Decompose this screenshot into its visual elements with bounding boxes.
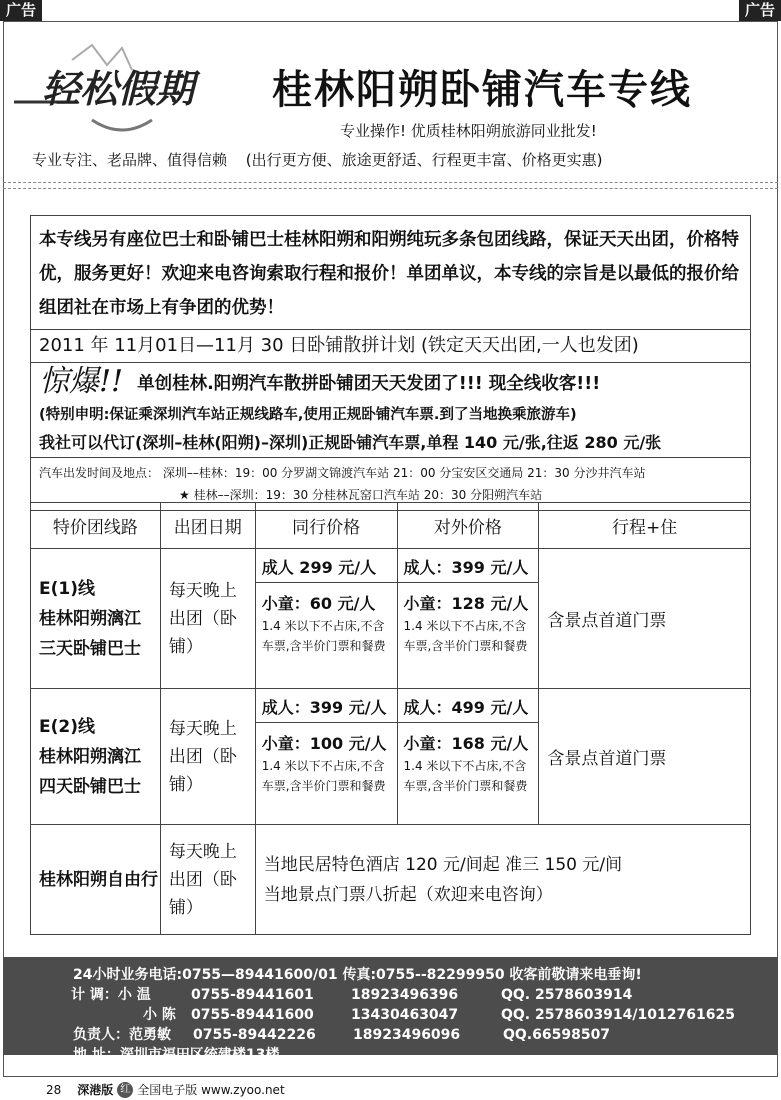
adult-price: 成人：399 元/人: [256, 689, 397, 723]
contact-name: 计 调：小 温: [71, 987, 151, 1003]
header-cell: 出团日期: [160, 503, 255, 549]
logo-graphic: [12, 40, 232, 140]
peer-price-cell: [255, 549, 397, 689]
divider: [3, 182, 778, 183]
contact-row: [73, 1025, 778, 1045]
page-title: 桂林阳朔卧铺汽车专线: [272, 67, 692, 113]
intro-text: 本专线另有座位巴士和卧铺巴士桂林阳朔和阳朔纯玩多条包团线路，保证天天出团，价格特优，服务更好！欢迎来电咨询索取行程和报价！单团单议，本专线的宗旨是以最低的报价给组团社在市场上有争团的优势！: [31, 216, 750, 330]
price-note: 1.4 米以下不占床,不含车票,含半价门票和餐费: [261, 619, 386, 653]
ticket-info: 我社可以代订(深圳–桂林(阳朔)–深圳)正规卧铺汽车票,单程 140 元/张,往返 280 元/张: [39, 433, 662, 452]
route-cell: [31, 689, 161, 825]
info-block: [30, 215, 751, 511]
departure-row: 汽车出发时间及地点： 深圳––桂林：19：00 分罗湖文锦渡汽车站 21：00 分宝安区交通局 21：30 分沙井汽车站: [39, 466, 646, 480]
edition-badge: 红: [117, 1082, 133, 1098]
ticket-discount: 当地景点门票八折起（欢迎来电咨询）: [263, 884, 553, 905]
logo-text: 轻松假期: [42, 66, 195, 111]
contact-name: 负责人：范勇敏: [73, 1027, 171, 1043]
price-table: [30, 502, 751, 935]
header-cell: 对外价格: [397, 503, 539, 549]
contact-qq: QQ.66598507: [503, 1027, 611, 1043]
route-code: E(2)线: [39, 716, 95, 737]
departure-row: ★ 桂林––深圳：19：30 分桂林瓦窑口汽车站 20：30 分阳朔汽车站: [179, 488, 543, 502]
table-row: [31, 549, 751, 689]
contact-qq: QQ. 2578603914/1012761625: [501, 1007, 735, 1023]
page-footer: [46, 1081, 285, 1098]
adult-price: 成人：399 元/人: [398, 549, 539, 583]
contact-mobile: 18923496396: [351, 987, 459, 1003]
page-number: 28: [46, 1082, 62, 1097]
route-cell: [31, 549, 161, 689]
trip-cell: 含景点首道门票: [539, 689, 751, 825]
free-trip-cell: [255, 825, 750, 935]
contact-qq: QQ. 2578603914: [501, 987, 633, 1003]
contact-name: 小 陈: [143, 1007, 176, 1023]
route-name: 桂林阳朔漓江: [39, 746, 141, 767]
route-type: 四天卧铺巴士: [39, 776, 141, 797]
contact-phone: 0755-89441600: [191, 1007, 314, 1023]
header-cell: 特价团线路: [31, 503, 161, 549]
adult-price: 成人 299 元/人: [256, 549, 397, 583]
edition-label: 深港版: [77, 1083, 114, 1097]
promo-note: (特别申明:保证乘深圳汽车站正规线路车,使用正规卧铺汽车票.到了当地换乘旅游车): [39, 407, 577, 423]
address: 地 址：深圳市福田区统建楼13楼: [73, 1047, 280, 1063]
route-code: E(1)线: [39, 578, 95, 599]
contact-phone: 0755-89442226: [193, 1027, 316, 1043]
ad-label-right: 广告: [739, 0, 781, 21]
peer-price-cell: [255, 689, 397, 825]
contact-row: [73, 1005, 778, 1025]
contact-footer: [3, 957, 778, 1063]
child-price: 小童：168 元/人: [403, 734, 529, 753]
route-name: 桂林阳朔漓江: [39, 608, 141, 629]
public-price-cell: [397, 549, 539, 689]
slogan-left: 专业专注、老品牌、值得信赖: [32, 151, 228, 169]
divider: [3, 188, 778, 189]
header-cell: 同行价格: [255, 503, 397, 549]
ad-label-left: 广告: [0, 0, 42, 21]
date-cell: 每天晚上出团（卧铺）: [160, 549, 255, 689]
trip-cell: 含景点首道门票: [539, 549, 751, 689]
date-cell: 每天晚上出团（卧铺）: [160, 825, 255, 935]
hotel-info: 当地民居特色酒店 120 元/间起 准三 150 元/间: [263, 854, 623, 875]
child-price: 小童：128 元/人: [403, 594, 529, 613]
price-note: 1.4 米以下不占床,不含车票,含半价门票和餐费: [403, 759, 528, 793]
route-cell: 桂林阳朔自由行: [31, 825, 161, 935]
site-link[interactable]: 全国电子版 www.zyoo.net: [137, 1083, 285, 1097]
adult-price: 成人：499 元/人: [398, 689, 539, 723]
contact-row: [71, 985, 778, 1005]
route-type: 三天卧铺巴士: [39, 638, 141, 659]
contact-phone: 0755-89441601: [191, 987, 314, 1003]
public-price-cell: [397, 689, 539, 825]
child-price: 小童：100 元/人: [261, 734, 387, 753]
promo-headline: 单创桂林.阳朔汽车散拼卧铺团天天发团了!!! 现全线收客!!!: [137, 374, 601, 394]
promo-section: [31, 363, 750, 458]
table-header-row: [31, 503, 751, 549]
table-row: [31, 825, 751, 935]
contact-mobile: 13430463047: [351, 1007, 459, 1023]
child-price: 小童：60 元/人: [261, 594, 376, 613]
shock-label: 惊爆!!: [39, 364, 124, 399]
table-row: [31, 689, 751, 825]
contact-mobile: 18923496096: [353, 1027, 461, 1043]
tagline: 专业操作! 优质桂林阳朔旅游同业批发!: [340, 122, 597, 140]
slogan-row: [32, 149, 603, 170]
slogan-right: (出行更方便、旅途更舒适、行程更丰富、价格更实惠): [245, 151, 603, 169]
price-note: 1.4 米以下不占床,不含车票,含半价门票和餐费: [403, 619, 528, 653]
date-cell: 每天晚上出团（卧铺）: [160, 689, 255, 825]
hotline: 24小时业务电话:0755—89441600/01 传真:0755--82299950 收客前敬请来电垂询!: [73, 967, 642, 983]
price-note: 1.4 米以下不占床,不含车票,含半价门票和餐费: [261, 759, 386, 793]
plan-text: 2011 年 11月01日—11月 30 日卧铺散拼计划 (铁定天天出团,一人也发团): [31, 330, 750, 363]
header-cell: 行程+住: [539, 503, 751, 549]
brand-logo: [12, 40, 232, 140]
